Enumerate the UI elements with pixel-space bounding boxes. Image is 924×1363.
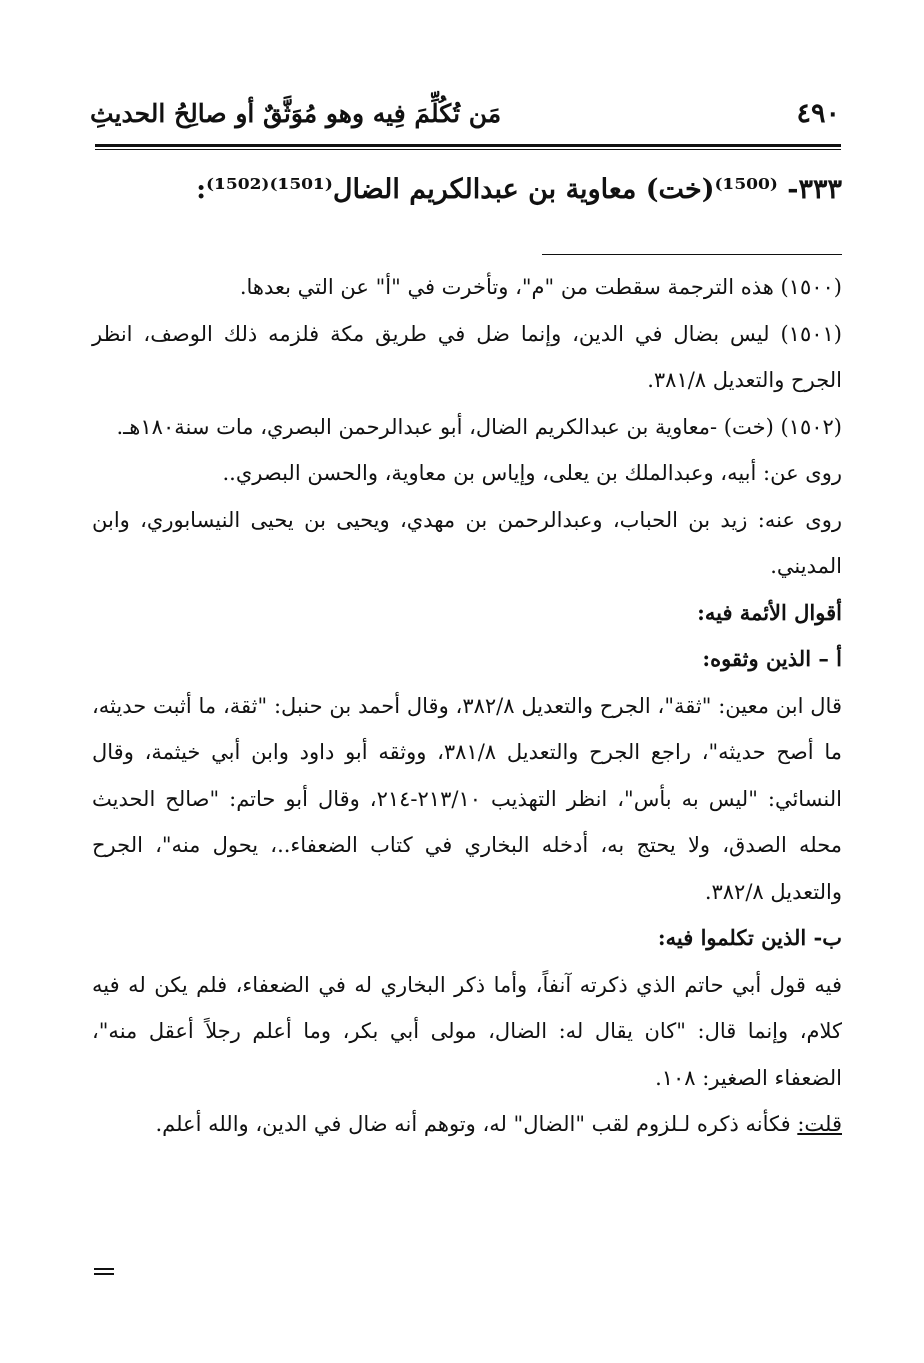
header-rule-thick	[95, 144, 841, 147]
running-title: مَن تُكُلِّمَ فِيه وهو مُوَثَّقٌ أو صالِحُ الحديثِ	[90, 99, 502, 128]
page-number: ٤٩٠	[796, 98, 840, 129]
note-text: فكأنه ذكره لـلزوم لقب "الضال" له، وتوهم أنه ضال في الدين، والله أعلم.	[155, 1112, 798, 1136]
section-b-heading: ب- الذين تكلموا فيه:	[657, 925, 842, 950]
author-note	[92, 1101, 842, 1148]
footnote-1502: (١٥٠٢) (خت) -معاوية بن عبدالكريم الضال، أبو عبدالرحمن البصري، مات سنة١٨٠هـ.	[116, 414, 842, 439]
narrated-from: روى عن: أبيه، وعبدالملك بن يعلى، وإياس بن معاوية، والحسن البصري..	[222, 461, 842, 485]
footnotes-section	[92, 264, 842, 1148]
header-rule-thin	[95, 149, 841, 150]
section-b-text: فيه قول أبي حاتم الذي ذكرته آنفاً، وأما ذكر البخاري له في الضعفاء، فلم يكن له فيه كلام، وإنما قال: "كان يقال له: الضال، مولى أبي بكر، وما أعلم رجلاً أعقل منه"، الضعفاء الصغير: ١٠٨.	[92, 972, 842, 1090]
page-header	[90, 92, 840, 136]
section-a-text: قال ابن معين: "ثقة"، الجرح والتعديل ٣٨٢/٨، وقال أحمد بن حنبل: "ثقة، ما أثبت حديثه، ما أصح حديثه"، راجع الجرح والتعديل ٣٨١/٨، ووثقه أبو داود وابن أبي خيثمة، وقال النسائي: "ليس به بأس"، انظر التهذيب ٢١٣/١٠-٢١٤، وقال أبو حاتم: "صالح الحديث محله الصدق، ولا يحتج به، أدخله البخاري في كتاب الضعفاء..، يحول منه"، الجرح والتعديل ٣٨٢/٨.	[92, 693, 842, 904]
imams-heading: أقوال الأئمة فيه:	[697, 599, 842, 625]
narrated-by: روى عنه: زيد بن الحباب، وعبدالرحمن بن مهدي، ويحيى بن يحيى النيسابوري، وابن المديني.	[92, 507, 842, 578]
entry-heading: ٣٣٣- ⁽¹⁵⁰⁰⁾(خت) معاوية بن عبدالكريم الضال⁽¹⁵⁰¹⁾⁽¹⁵⁰²⁾:	[196, 174, 842, 205]
footnote-1500: (١٥٠٠) هذه الترجمة سقطت من "م"، وتأخرت في "أ" عن التي بعدها.	[239, 275, 842, 299]
note-label: قلت:	[797, 1112, 842, 1136]
footnote-1501: (١٥٠١) ليس بضال في الدين، وإنما ضل في طريق مكة فلزمه ذلك الوصف، انظر الجرح والتعديل ٣٨١/٨.	[92, 321, 842, 392]
section-a-heading: أ – الذين وثقوه:	[702, 646, 842, 671]
end-of-footnotes-mark	[94, 1268, 114, 1276]
footnote-separator	[542, 254, 842, 255]
